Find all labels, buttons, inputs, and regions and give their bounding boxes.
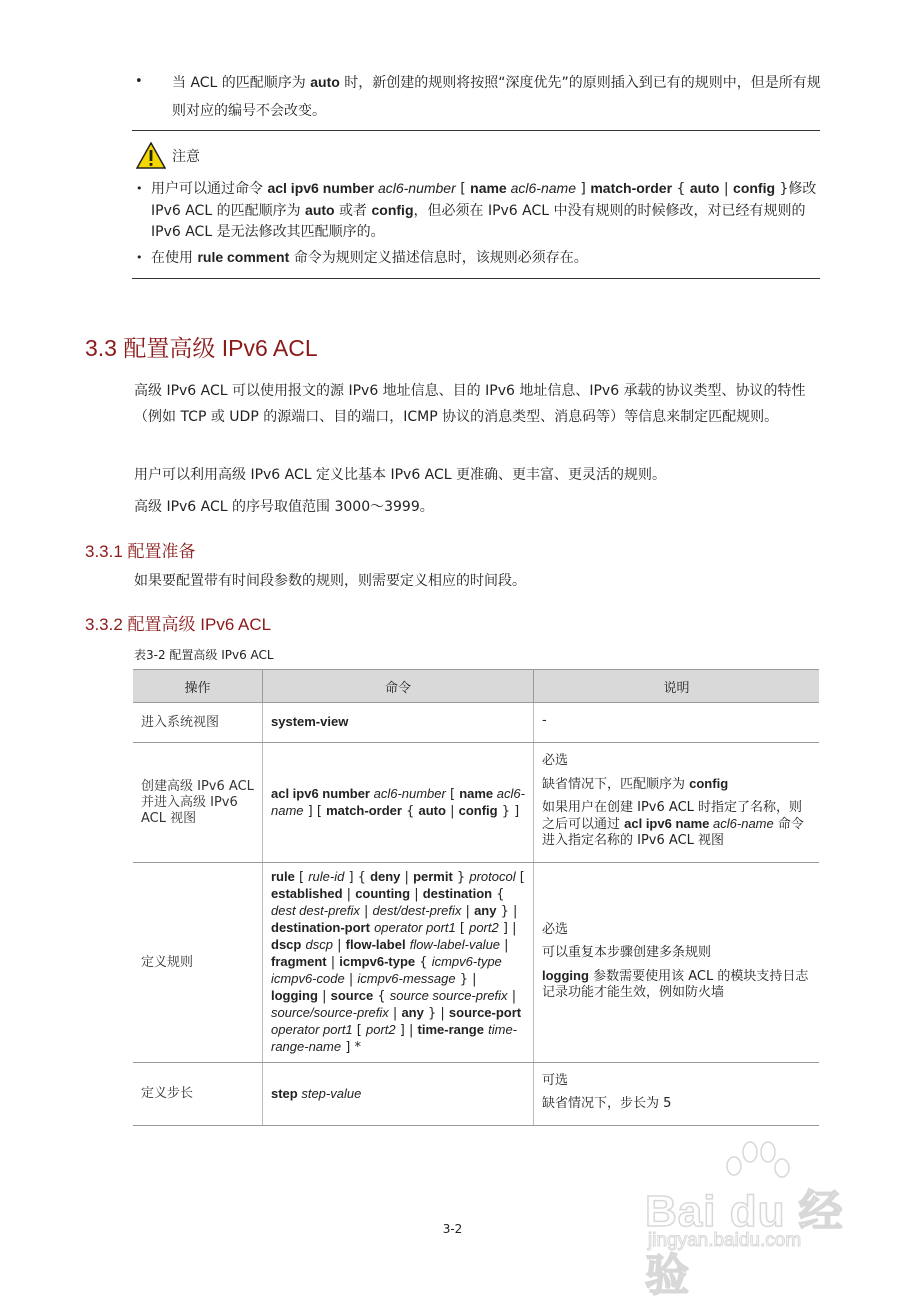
subsection-title: 3.3.2 配置高级 IPv6 ACL	[85, 615, 272, 634]
text-segment: 可以重复本步骤创建多条规则	[542, 944, 712, 960]
keyword-text: auto	[310, 74, 340, 90]
text-segment: } |	[455, 972, 477, 987]
text-segment: ]	[575, 181, 591, 197]
text-segment: |	[332, 938, 346, 953]
keyword-text: any	[401, 1005, 424, 1020]
text-segment: {	[415, 955, 432, 970]
note-item	[136, 247, 820, 269]
section-title: 3.3 配置高级 IPv6 ACL	[85, 335, 318, 361]
table-caption: 表3-2 配置高级 IPv6 ACL	[134, 648, 274, 662]
table-row	[133, 743, 819, 863]
parameter-text: operator port1	[271, 1022, 353, 1037]
bullet-dot: •	[136, 251, 143, 264]
section-para: 高级 IPv6 ACL 的序号取值范围 3000～3999。	[134, 499, 434, 515]
parameter-text: operator port1	[374, 920, 456, 935]
text-segment: |	[461, 904, 475, 919]
text-segment: [	[352, 1023, 367, 1038]
parameter-text: icmpv6-message	[357, 971, 456, 986]
section-para: 用户可以利用高级 IPv6 ACL 定义比基本 IPv6 ACL 更准确、更丰富、更灵活的规则。	[134, 467, 667, 483]
note-item-text	[151, 250, 588, 266]
description-cell	[534, 863, 820, 1063]
description-line	[542, 1096, 811, 1112]
text-segment: {	[373, 989, 390, 1004]
text-segment: [	[445, 786, 460, 802]
baidu-watermark	[640, 1140, 860, 1300]
text-segment: 参数需要使用该 ACL 的模块支持日志记录功能才能生效，例如防火墙	[542, 968, 809, 1000]
warning-icon	[136, 142, 166, 169]
text-segment: ，但必须在 IPv6 ACL 中没有规则的时候修改，对已经有规则的 IPv6 ACL 是无法修改其匹配顺序的。	[151, 203, 806, 240]
parameter-text: source/source-prefix	[271, 1005, 389, 1020]
text-segment: |	[410, 887, 423, 902]
keyword-text: match-order	[326, 802, 402, 818]
description-line	[542, 945, 811, 961]
keyword-text: time-range	[417, 1022, 484, 1037]
description-line	[542, 800, 811, 849]
subsection-para: 如果要配置带有时间段参数的规则，则需要定义相应的时间段。	[134, 573, 526, 589]
keyword-text: rule comment	[197, 249, 290, 265]
description-line	[542, 713, 811, 729]
text-segment: |	[388, 1006, 402, 1021]
text-segment: |	[507, 989, 517, 1004]
text-segment: {	[672, 181, 690, 197]
text-segment: 缺省情况下，步长为 5	[542, 1096, 672, 1111]
parameter-text: flow-label-value	[409, 937, 501, 952]
top-bullet	[135, 68, 825, 125]
parameter-text: acl6-number	[377, 180, 456, 196]
description-line	[542, 1073, 811, 1089]
parameter-text: dscp	[305, 937, 333, 952]
text-segment: } |	[496, 904, 518, 919]
keyword-text: destination-port	[271, 920, 370, 935]
keyword-text: destination	[422, 886, 493, 901]
note-bottom-divider	[132, 278, 820, 279]
note-title: 注意	[172, 148, 200, 165]
text-segment: {	[401, 803, 419, 819]
keyword-text: name	[470, 180, 511, 196]
keyword-text: match-order	[590, 180, 673, 196]
text-segment: ] [	[303, 803, 327, 819]
text-segment: {	[492, 887, 505, 902]
description-cell	[534, 703, 820, 743]
keyword-text: source	[330, 988, 374, 1003]
parameter-text: acl6-name	[510, 180, 576, 196]
operation-cell: 进入系统视图	[133, 703, 263, 743]
keyword-text: permit	[413, 869, 453, 884]
text-segment: 当 ACL 的匹配顺序为	[172, 75, 311, 91]
watermark-brand: Bai du 经验	[645, 1187, 844, 1300]
parameter-text: time-range-name	[271, 1022, 518, 1054]
text-segment: |	[326, 955, 340, 970]
bullet-dot: •	[136, 182, 143, 195]
top-bullet-text	[172, 68, 825, 125]
keyword-text: step	[271, 1085, 302, 1101]
text-segment: 用户可以通过命令	[151, 181, 268, 197]
parameter-text: protocol	[469, 869, 516, 884]
parameter-text: dest dest-prefix	[271, 903, 360, 918]
page-number: 3-2	[442, 1222, 463, 1236]
parameter-text: source source-prefix	[389, 988, 508, 1003]
keyword-text: deny	[370, 869, 401, 884]
section-para: 高级 IPv6 ACL 可以使用报文的源 IPv6 地址信息、目的 IPv6 地址信息、IPv6 承载的协议类型、协议的特性（例如 TCP 或 UDP 的源端口、目的端口，ICMP 协议的消息类型、消息码等）等信息来制定匹配规则。	[134, 383, 806, 425]
keyword-text: fragment	[271, 954, 327, 969]
text-segment: 命令为规则定义描述信息时，该规则必须存在。	[289, 250, 588, 266]
keyword-text: dscp	[271, 937, 302, 952]
description-line	[542, 776, 811, 793]
bullet-dot: •	[135, 74, 143, 89]
description-line	[542, 753, 811, 769]
text-segment: 在使用	[151, 250, 198, 266]
parameter-text: port2	[366, 1022, 396, 1037]
keyword-text: any	[474, 903, 497, 918]
text-segment: -	[542, 713, 547, 728]
keyword-text: auto	[305, 202, 335, 218]
note-header	[136, 142, 200, 169]
parameter-text: rule-id	[308, 869, 345, 884]
text-segment: 必选	[542, 921, 569, 937]
text-segment: |	[342, 887, 356, 902]
keyword-text: source-port	[448, 1005, 522, 1020]
keyword-text: auto	[689, 180, 720, 196]
operation-cell: 定义规则	[133, 863, 263, 1063]
text-segment: 缺省情况下，匹配顺序为	[542, 777, 690, 792]
config-table	[133, 669, 819, 1126]
description-line	[542, 922, 811, 938]
keyword-text: logging	[271, 988, 318, 1003]
keyword-text: config	[689, 776, 729, 791]
text-segment: 时，新创建的规则将按照“深度优先”的原则插入到已有的规则中，但是所有规则对应的编号不会改变。	[172, 75, 821, 119]
text-segment: 命令进入指定名称的 IPv6 ACL 视图	[542, 817, 804, 848]
text-segment: 如果用户在创建 IPv6 ACL 时指定了名称，则之后可以通过	[542, 800, 803, 832]
text-segment: 可选	[542, 1073, 569, 1088]
watermark-url: jingyan.baidu.com	[648, 1230, 802, 1251]
keyword-text: acl ipv6 name	[624, 816, 714, 831]
table-header-row	[133, 670, 819, 703]
operation-cell: 定义步长	[133, 1063, 263, 1126]
parameter-text: port2	[469, 920, 499, 935]
keyword-text: config	[733, 180, 776, 196]
text-segment: ] *	[341, 1040, 361, 1055]
keyword-text: acl ipv6 number	[267, 180, 378, 196]
keyword-text: auto	[418, 802, 446, 818]
parameter-text: icmpv6-type icmpv6-code	[271, 954, 502, 986]
text-segment: |	[359, 904, 373, 919]
header-cell: 命令	[263, 670, 534, 703]
operation-cell: 创建高级 IPv6 ACL 并进入高级 IPv6 ACL 视图	[133, 743, 263, 863]
command-cell	[263, 703, 534, 743]
parameter-text: step-value	[301, 1085, 362, 1101]
table-row	[133, 863, 819, 1063]
text-segment: }修改 IPv6 ACL 的匹配顺序为	[151, 181, 817, 219]
table-row	[133, 703, 819, 743]
text-segment: [	[455, 181, 471, 197]
text-segment: } |	[423, 1006, 449, 1021]
note-list	[136, 178, 820, 273]
text-segment: [	[294, 870, 309, 885]
description-cell	[534, 743, 820, 863]
note-item-text	[151, 181, 816, 240]
text-segment: |	[445, 803, 459, 819]
text-segment: 必选	[542, 753, 569, 768]
text-segment: [	[515, 870, 525, 885]
keyword-text: rule	[271, 869, 295, 884]
text-segment: [	[455, 921, 470, 936]
text-segment: |	[317, 989, 331, 1004]
header-cell: 说明	[534, 670, 820, 703]
description-cell	[534, 1063, 820, 1126]
parameter-text: dest/dest-prefix	[372, 903, 462, 918]
command-cell	[263, 863, 534, 1063]
command-cell	[263, 743, 534, 863]
keyword-text: system-view	[271, 714, 349, 729]
text-segment: } ]	[497, 803, 520, 819]
text-segment: }	[452, 870, 470, 885]
text-segment: |	[400, 870, 414, 885]
keyword-text: icmpv6-type	[339, 954, 416, 969]
text-segment: ] |	[498, 921, 517, 936]
keyword-text: acl ipv6 number	[271, 785, 374, 801]
header-cell: 操作	[133, 670, 263, 703]
text-segment: |	[344, 972, 358, 987]
keyword-text: name	[459, 785, 497, 801]
parameter-text: acl6-name	[713, 816, 774, 831]
text-segment: |	[719, 181, 734, 197]
text-segment: |	[500, 938, 509, 953]
parameter-text: acl6-number	[373, 785, 446, 801]
subsection-title: 3.3.1 配置准备	[85, 542, 196, 561]
command-cell	[263, 1063, 534, 1126]
note-item	[136, 178, 820, 243]
keyword-text: established	[271, 886, 343, 901]
keyword-text: config	[458, 802, 498, 818]
keyword-text: counting	[355, 886, 411, 901]
text-segment: ] {	[344, 870, 371, 885]
keyword-text: flow-label	[345, 937, 406, 952]
parameter-text: acl6-name	[271, 785, 525, 818]
keyword-text: config	[371, 202, 414, 218]
keyword-text: logging	[542, 967, 589, 983]
table-row	[133, 1063, 819, 1126]
note-top-divider	[132, 130, 820, 131]
description-line	[542, 968, 811, 1001]
text-segment: ] |	[395, 1023, 418, 1038]
text-segment: 或者	[334, 203, 372, 219]
